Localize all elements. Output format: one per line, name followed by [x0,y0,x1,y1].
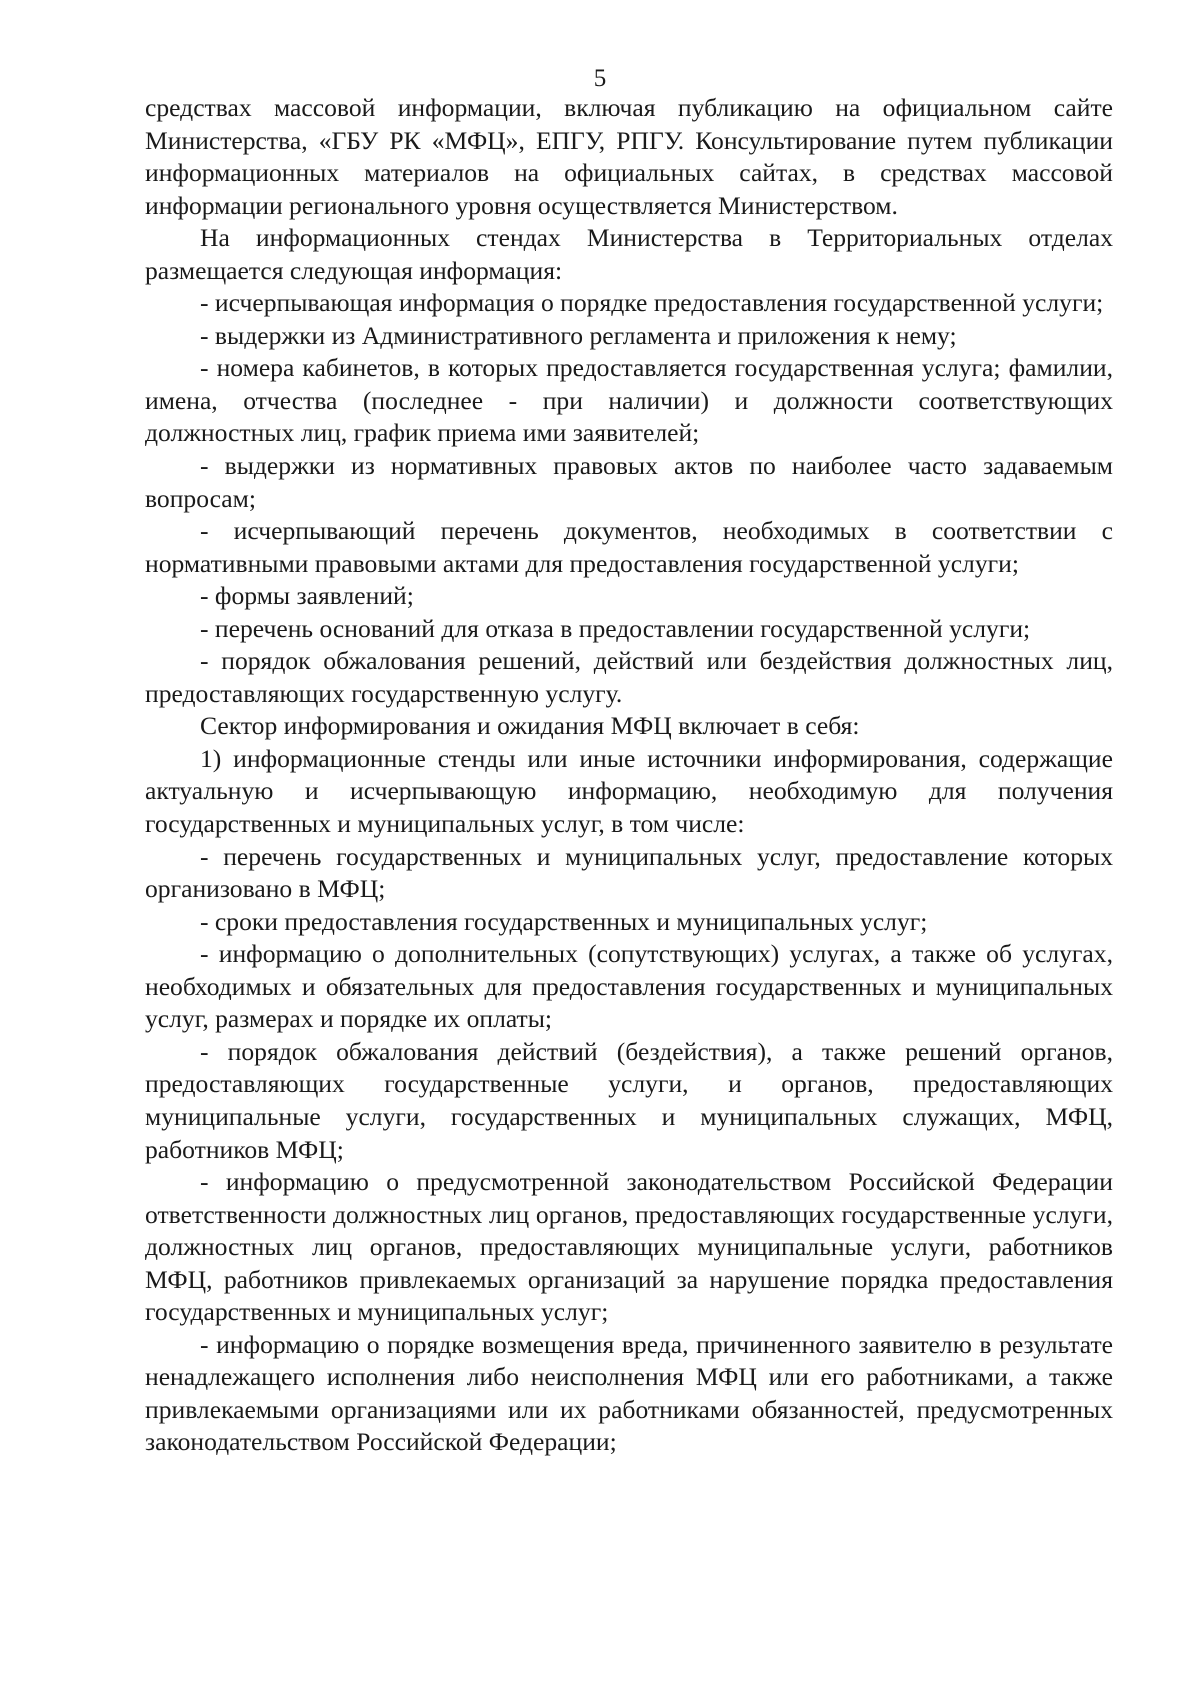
list-item: - номера кабинетов, в которых предоставляется государственная услуга; фамилии, имена, отчества (последнее - при наличии) и должности соответствующих должностных лиц, график приема ими заявителей; [145,353,1113,448]
list-item: - информацию о порядке возмещения вреда, причиненного заявителю в результате ненадлежащего исполнения либо неисполнения МФЦ или его работниками, а также привлекаемыми организациями или их работниками обязанностей, предусмотренных законодательством Российской Федерации; [145,1329,1113,1457]
list-item: - формы заявлений; [200,581,414,611]
list-item: - сроки предоставления государственных и муниципальных услуг; [200,906,928,936]
list-item: - исчерпывающий перечень документов, необходимых в соответствии с нормативными правовыми актами для предоставления государственной услуги; [145,516,1113,578]
paragraph: На информационных стендах Министерства в Территориальных отделах размещается следующая информация: [145,223,1113,285]
list-item: - перечень оснований для отказа в предоставлении государственной услуги; [200,613,1031,643]
paragraph-continuation: средствах массовой информации, включая публикацию на официальном сайте Министерства, «ГБУ РК «МФЦ», ЕПГУ, РПГУ. Консультирование путем публикации информационных материалов на официальных сайтах, в средствах массовой информации регионального уровня осуществляется Министерством. [145,93,1113,220]
list-item: - информацию о дополнительных (сопутствующих) услугах, а также об услугах, необходимых и обязательных для предоставления государственных и муниципальных услуг, размерах и порядке их оплаты; [145,939,1113,1034]
list-item: - исчерпывающая информация о порядке предоставления государственной услуги; [200,288,1104,318]
list-item: - выдержки из Административного регламента и приложения к нему; [200,320,957,350]
paragraph: Сектор информирования и ожидания МФЦ включает в себя: [200,711,860,741]
numbered-item: 1) информационные стенды или иные источники информирования, содержащие актуальную и исчерпывающую информацию, необходимую для получения государственных и муниципальных услуг, в том числе: [145,743,1113,839]
document-body [145,92,1113,1459]
list-item: - порядок обжалования решений, действий или бездействия должностных лиц, предоставляющих государственную услугу. [145,646,1113,708]
list-item: - выдержки из нормативных правовых актов по наиболее часто задаваемым вопросам; [145,451,1113,513]
list-item: - порядок обжалования действий (бездействия), а также решений органов, предоставляющих государственные услуги, и органов, предоставляющих муниципальные услуги, государственных и муниципальных служащих, МФЦ, работников МФЦ; [145,1036,1113,1164]
list-item: - информацию о предусмотренной законодательством Российской Федерации ответственности должностных лиц органов, предоставляющих государственные услуги, должностных лиц органов, предоставляющих муниципальные услуги, работников МФЦ, работников привлекаемых организаций за нарушение порядка предоставления государственных и муниципальных услуг; [145,1167,1113,1327]
page-number: 5 [593,65,607,92]
list-item: - перечень государственных и муниципальных услуг, предоставление которых организовано в МФЦ; [145,841,1113,904]
